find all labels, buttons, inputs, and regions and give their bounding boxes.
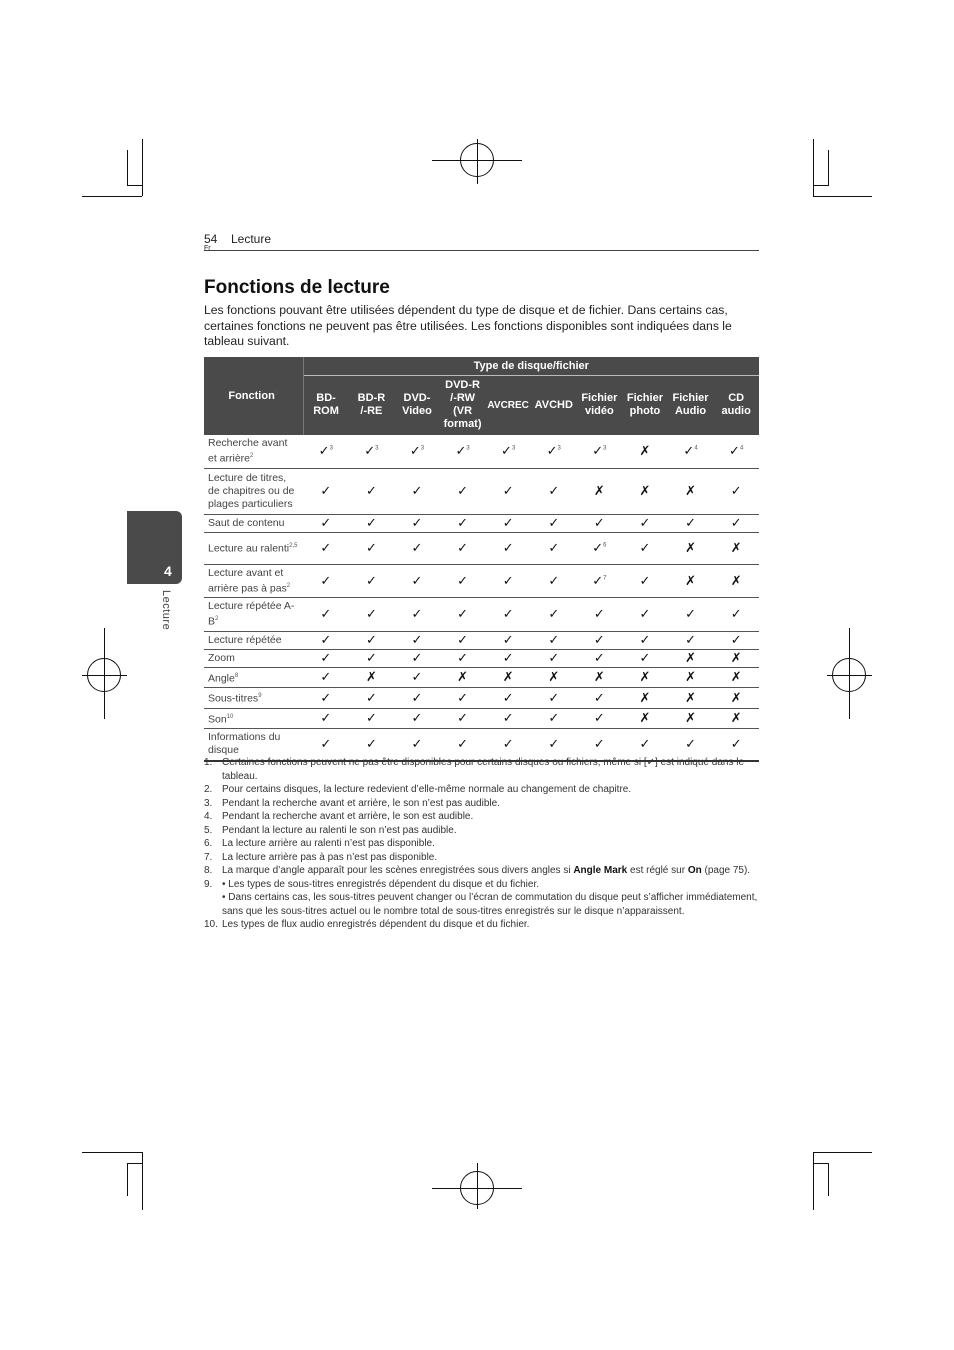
cross-icon: ✗ bbox=[713, 532, 759, 564]
check-icon: ✓ bbox=[349, 532, 395, 564]
check-icon: ✓ bbox=[622, 729, 668, 761]
page-title: Fonctions de lecture bbox=[204, 277, 390, 298]
table-row bbox=[204, 564, 759, 598]
table-body bbox=[204, 435, 759, 761]
check-icon: ✓ bbox=[668, 729, 714, 761]
check-icon: ✓ bbox=[668, 598, 714, 632]
crop-mark bbox=[142, 139, 143, 196]
page-language: Fr bbox=[204, 245, 211, 252]
crop-mark bbox=[82, 1152, 142, 1153]
function-label: Zoom bbox=[204, 649, 303, 667]
check-icon: ✓ bbox=[531, 468, 577, 514]
chapter-tab bbox=[127, 511, 182, 584]
check-icon: ✓ bbox=[713, 514, 759, 532]
crop-mark bbox=[813, 1152, 814, 1210]
check-icon: ✓ bbox=[577, 514, 623, 532]
cross-icon: ✗ bbox=[668, 468, 714, 514]
crop-mark bbox=[828, 1163, 829, 1196]
check-icon: ✓ bbox=[531, 631, 577, 649]
cross-icon: ✗ bbox=[349, 667, 395, 688]
intro-paragraph: Les fonctions pouvant être utilisées dépendent du type de disque et de fichier. Dans certains cas, certaines fonctions ne peuvent pas être utilisées. Les fonctions disponibles sont indiquées dans le tableau suivant. bbox=[204, 303, 732, 348]
cross-icon: ✗ bbox=[622, 435, 668, 468]
check-icon: ✓ bbox=[485, 598, 531, 632]
check-icon: ✓ bbox=[394, 631, 440, 649]
cross-icon: ✗ bbox=[668, 649, 714, 667]
column-header: Fichier photo bbox=[622, 375, 668, 435]
column-header: BD- ROM bbox=[303, 375, 349, 435]
cross-icon: ✗ bbox=[622, 667, 668, 688]
check-icon: ✓ bbox=[485, 631, 531, 649]
crop-mark bbox=[127, 1163, 128, 1196]
check-icon: ✓ bbox=[577, 708, 623, 729]
cross-icon: ✗ bbox=[668, 688, 714, 709]
check-icon: ✓ bbox=[303, 729, 349, 761]
check-icon: ✓ bbox=[485, 708, 531, 729]
crop-mark bbox=[813, 1163, 828, 1164]
check-icon: ✓ bbox=[349, 598, 395, 632]
check-icon: ✓ bbox=[622, 649, 668, 667]
check-icon: ✓ bbox=[440, 631, 486, 649]
check-icon: ✓$^3$ bbox=[485, 435, 531, 468]
check-icon: ✓ bbox=[577, 631, 623, 649]
check-icon: ✓ bbox=[531, 532, 577, 564]
cross-icon: ✗ bbox=[577, 667, 623, 688]
check-icon: ✓ bbox=[349, 631, 395, 649]
footnote: 9. • Les types de sous-titres enregistrés dépendent du disque et du fichier. • Dans certains cas, les sous-titres peuvent changer ou l’écran de commutation du disque peut s’afficher immédiatement, sans que les sous-titres actuel ou le nombre total de sous-titres enregistrés sur le disque n’apparaissent. bbox=[204, 878, 758, 917]
footnote: 7. La lecture arrière pas à pas n’est pas disponible. bbox=[204, 851, 438, 863]
check-icon: ✓ bbox=[303, 532, 349, 564]
cross-icon: ✗ bbox=[577, 468, 623, 514]
cross-icon: ✗ bbox=[622, 708, 668, 729]
cross-icon: ✗ bbox=[713, 667, 759, 688]
cross-icon: ✗ bbox=[713, 708, 759, 729]
crop-mark bbox=[813, 139, 814, 196]
table-row bbox=[204, 688, 759, 709]
table-row bbox=[204, 598, 759, 632]
check-icon: ✓ bbox=[668, 631, 714, 649]
table-row bbox=[204, 631, 759, 649]
check-icon: ✓$^4$ bbox=[668, 435, 714, 468]
check-icon: ✓ bbox=[440, 564, 486, 598]
check-icon: ✓ bbox=[394, 667, 440, 688]
cross-icon: ✗ bbox=[668, 532, 714, 564]
footnote: 2. Pour certains disques, la lecture redevient d’elle-même normale au changement de chapitre. bbox=[204, 784, 632, 795]
check-icon: ✓$^3$ bbox=[303, 435, 349, 468]
check-icon: ✓ bbox=[531, 729, 577, 761]
registration-circle-icon bbox=[832, 658, 866, 692]
function-column-header: Fonction$^1$ bbox=[204, 357, 303, 435]
check-icon: ✓ bbox=[485, 468, 531, 514]
function-label: Angle$^8$ bbox=[204, 667, 303, 688]
footnote: 5. Pendant la lecture au ralenti le son n’est pas audible. bbox=[204, 824, 457, 836]
function-label: Sous-titres$^9$ bbox=[204, 688, 303, 709]
check-icon: ✓ bbox=[440, 598, 486, 632]
footnote: 4. Pendant la recherche avant et arrière, le son est audible. bbox=[204, 811, 474, 822]
table-header-row bbox=[204, 357, 759, 375]
check-icon: ✓ bbox=[440, 649, 486, 667]
function-label: Informations du disque bbox=[204, 729, 303, 761]
check-icon: ✓ bbox=[303, 564, 349, 598]
check-icon: ✓ bbox=[440, 514, 486, 532]
header-section-title: Lecture bbox=[231, 232, 272, 246]
cross-icon: ✗ bbox=[531, 667, 577, 688]
function-label: Lecture au ralenti$^{2,5}$ bbox=[204, 532, 303, 564]
check-icon: ✓ bbox=[303, 649, 349, 667]
table-row bbox=[204, 667, 759, 688]
check-icon: ✓ bbox=[394, 564, 440, 598]
table-row bbox=[204, 435, 759, 468]
cross-icon: ✗ bbox=[713, 688, 759, 709]
check-icon: ✓ bbox=[485, 514, 531, 532]
check-icon: ✓ bbox=[531, 564, 577, 598]
check-icon: ✓$^3$ bbox=[440, 435, 486, 468]
footnote: 3. Pendant la recherche avant et arrière, le son n’est pas audible. bbox=[204, 797, 500, 809]
cross-icon: ✗ bbox=[622, 468, 668, 514]
check-icon: ✓ bbox=[303, 631, 349, 649]
registration-circle-icon bbox=[87, 658, 121, 692]
check-icon: ✓ bbox=[394, 708, 440, 729]
page-number: 54 bbox=[204, 232, 218, 246]
check-icon: ✓ bbox=[394, 598, 440, 632]
crop-mark bbox=[828, 150, 829, 186]
check-icon: ✓ bbox=[303, 598, 349, 632]
cross-icon: ✗ bbox=[713, 649, 759, 667]
check-icon: ✓ bbox=[531, 514, 577, 532]
check-icon: ✓ bbox=[349, 708, 395, 729]
disc-type-header: Type de disque/fichier bbox=[303, 357, 759, 375]
check-icon: ✓ bbox=[394, 729, 440, 761]
footnotes bbox=[204, 756, 760, 932]
check-icon: ✓ bbox=[485, 729, 531, 761]
crop-mark bbox=[127, 1163, 142, 1164]
table-row bbox=[204, 649, 759, 667]
crop-mark bbox=[813, 1152, 872, 1153]
chapter-tab-number: 4 bbox=[164, 563, 172, 579]
check-icon: ✓ bbox=[440, 688, 486, 709]
function-label: Lecture répétée $A-B^2$ bbox=[204, 598, 303, 632]
check-icon: ✓ bbox=[713, 729, 759, 761]
check-icon: ✓ bbox=[349, 649, 395, 667]
table-row bbox=[204, 468, 759, 514]
column-header: Fichier vidéo bbox=[577, 375, 623, 435]
column-header: Fichier Audio bbox=[668, 375, 714, 435]
check-icon: ✓ bbox=[349, 514, 395, 532]
table-row bbox=[204, 514, 759, 532]
page-header bbox=[204, 232, 759, 251]
check-icon: ✓ bbox=[394, 649, 440, 667]
check-icon: ✓ bbox=[668, 514, 714, 532]
column-header: DVD- Video bbox=[394, 375, 440, 435]
check-icon: ✓ bbox=[440, 468, 486, 514]
check-icon: ✓ bbox=[485, 688, 531, 709]
crop-mark bbox=[127, 185, 142, 186]
check-icon: ✓ bbox=[394, 532, 440, 564]
check-icon: ✓ bbox=[440, 729, 486, 761]
check-icon: ✓$^3$ bbox=[394, 435, 440, 468]
check-icon: ✓ bbox=[713, 598, 759, 632]
function-label: Lecture de titres, de chapitres ou de plages particuliers bbox=[204, 468, 303, 514]
check-icon: ✓ bbox=[577, 729, 623, 761]
footnote: 6. La lecture arrière au ralenti n’est pas disponible. bbox=[204, 838, 435, 849]
check-icon: ✓ bbox=[577, 688, 623, 709]
check-icon: ✓ bbox=[531, 598, 577, 632]
check-icon: ✓ bbox=[485, 532, 531, 564]
registration-circle-icon bbox=[460, 143, 494, 177]
table-row bbox=[204, 532, 759, 564]
check-icon: ✓ bbox=[577, 598, 623, 632]
check-icon: ✓ bbox=[440, 708, 486, 729]
check-icon: ✓ bbox=[577, 649, 623, 667]
check-icon: ✓ bbox=[349, 564, 395, 598]
check-icon: ✓$^3$ bbox=[577, 435, 623, 468]
check-icon: ✓$^7$ bbox=[577, 564, 623, 598]
crop-mark bbox=[813, 185, 828, 186]
column-header: DVD-R /-RW (VR format) bbox=[440, 375, 486, 435]
check-icon: ✓ bbox=[349, 729, 395, 761]
footnote: 1. Certaines fonctions peuvent ne pas être disponibles pour certains disques ou fichiers, même si [✓] est indiqué dans le tableau. bbox=[204, 757, 745, 782]
check-icon: ✓ bbox=[531, 688, 577, 709]
check-icon: ✓ bbox=[622, 598, 668, 632]
column-header: BD-R /-RE bbox=[349, 375, 395, 435]
column-header: AVCREC bbox=[485, 375, 531, 435]
cross-icon: ✗ bbox=[668, 564, 714, 598]
cross-icon: ✗ bbox=[622, 688, 668, 709]
check-icon: ✓ bbox=[622, 564, 668, 598]
cross-icon: ✗ bbox=[668, 708, 714, 729]
cross-icon: ✗ bbox=[440, 667, 486, 688]
function-label: Saut de contenu bbox=[204, 514, 303, 532]
check-icon: ✓ bbox=[303, 514, 349, 532]
function-label: Son$^{10}$ bbox=[204, 708, 303, 729]
cross-icon: ✗ bbox=[668, 667, 714, 688]
check-icon: ✓ bbox=[531, 708, 577, 729]
check-icon: ✓$^3$ bbox=[349, 435, 395, 468]
check-icon: ✓ bbox=[622, 532, 668, 564]
function-label: Recherche avant et arrière$^2$ bbox=[204, 435, 303, 468]
check-icon: ✓ bbox=[713, 631, 759, 649]
column-header: CD audio bbox=[713, 375, 759, 435]
cross-icon: ✗ bbox=[713, 564, 759, 598]
check-icon: ✓$^3$ bbox=[531, 435, 577, 468]
check-icon: ✓ bbox=[622, 631, 668, 649]
check-icon: ✓ bbox=[394, 514, 440, 532]
footnote: 8. La marque d’angle apparaît pour les scènes enregistrées sous divers angles si Angle Mark est réglé sur On (page 75). bbox=[204, 865, 751, 876]
check-icon: ✓ bbox=[622, 514, 668, 532]
check-icon: ✓ bbox=[394, 468, 440, 514]
check-icon: ✓ bbox=[303, 468, 349, 514]
function-label: Lecture répétée bbox=[204, 631, 303, 649]
chapter-tab-label: Lecture bbox=[160, 590, 172, 631]
functions-table bbox=[204, 357, 759, 762]
registration-circle-icon bbox=[460, 1171, 494, 1205]
check-icon: ✓ bbox=[303, 708, 349, 729]
check-icon: ✓ bbox=[440, 532, 486, 564]
crop-mark bbox=[813, 196, 872, 197]
check-icon: ✓ bbox=[713, 468, 759, 514]
column-header: AVCHD bbox=[531, 375, 577, 435]
crop-mark bbox=[127, 150, 128, 186]
check-icon: ✓$^4$ bbox=[713, 435, 759, 468]
check-icon: ✓ bbox=[531, 649, 577, 667]
crop-mark bbox=[82, 196, 142, 197]
check-icon: ✓ bbox=[485, 649, 531, 667]
check-icon: ✓ bbox=[349, 468, 395, 514]
table-row bbox=[204, 708, 759, 729]
check-icon: ✓ bbox=[349, 688, 395, 709]
crop-mark bbox=[142, 1152, 143, 1210]
check-icon: ✓ bbox=[485, 564, 531, 598]
check-icon: ✓ bbox=[303, 688, 349, 709]
footnote: 10. Les types de flux audio enregistrés dépendent du disque et du fichier. bbox=[204, 919, 530, 930]
check-icon: ✓$^6$ bbox=[577, 532, 623, 564]
check-icon: ✓ bbox=[303, 667, 349, 688]
function-label: Lecture avant et arrière pas à pas$^2$ bbox=[204, 564, 303, 598]
cross-icon: ✗ bbox=[485, 667, 531, 688]
check-icon: ✓ bbox=[394, 688, 440, 709]
